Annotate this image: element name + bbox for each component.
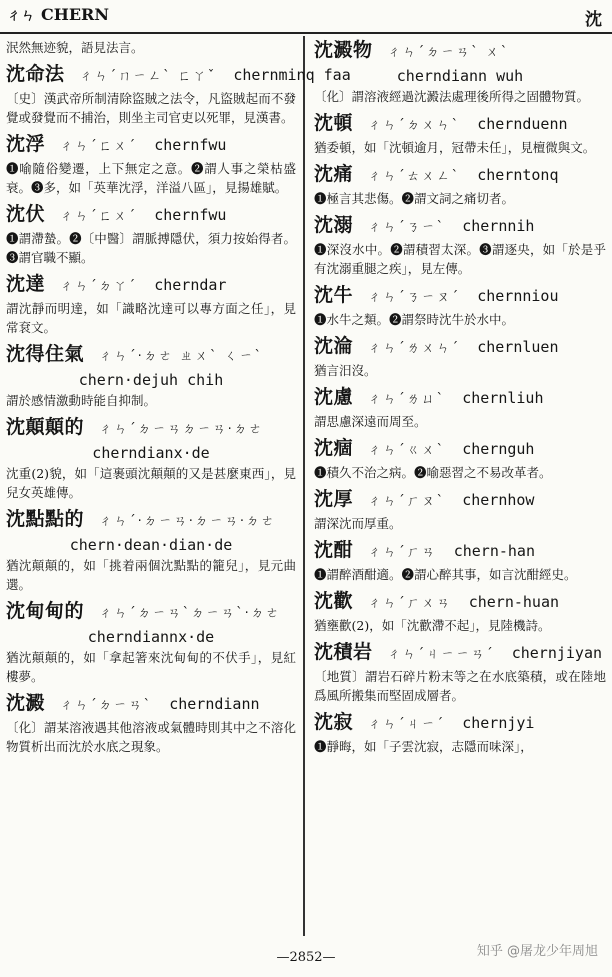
- entry-heading-line: [314, 334, 606, 361]
- entry-zhuyin: ㄔㄣˊㄋㄧˋ: [368, 220, 446, 235]
- entry-definition: 猶壅歡(2)，如「沈歡滯不起」，見陸機詩。: [314, 618, 551, 633]
- entry-headword: 沈顛顛的: [6, 416, 85, 438]
- entry-heading-line: [6, 342, 296, 369]
- dictionary-entry: [6, 599, 296, 686]
- entry-romanization: chernhow: [462, 491, 535, 509]
- entry-zhuyin: ㄔㄣˊㄉㄧㄢˋ ㄨˋ: [387, 45, 510, 60]
- entry-zhuyin: ㄔㄣˊㄉㄚˊ: [60, 279, 138, 294]
- entry-zhuyin: ㄔㄣˊ·ㄉㄜ ㄓㄨˋ ㄑㄧˋ: [99, 349, 264, 364]
- entry-zhuyin: ㄔㄣˊㄇㄧㄥˋ ㄈㄚˇ: [79, 69, 217, 84]
- entry-zhuyin: ㄔㄣˊㄏㄢ: [368, 545, 437, 560]
- entry-romanization: cherndiann: [169, 695, 260, 713]
- continued-definition: 泯然無迹貌，語見法言。: [6, 40, 144, 55]
- entry-romanization: cherndiannx·de: [87, 628, 215, 646]
- page-number: —2852—: [276, 950, 336, 965]
- dictionary-entry: [6, 202, 296, 267]
- entry-headword: 沈淪: [314, 335, 354, 357]
- entry-heading-line: [314, 436, 606, 463]
- entry-headword: 沈浮: [6, 133, 46, 155]
- entry-heading-line: [6, 415, 296, 442]
- entry-headword: 沈溺: [314, 214, 354, 236]
- entry-definition: 猶委頓，如「沈頓逾月，冠帶未任」，見檀微與文。: [314, 140, 596, 155]
- dictionary-entry: [314, 710, 606, 756]
- entry-headword: 沈頓: [314, 112, 354, 134]
- entry-heading-line: [6, 62, 351, 89]
- entry-zhuyin: ㄔㄣˊㄉㄧㄢㄉㄧㄢ·ㄉㄜ: [99, 422, 264, 437]
- entry-definition: 謂沈靜而明達，如「識略沈達可以專方面之任」，見常袞文。: [6, 301, 296, 335]
- entry-definition: ❶喻隨俗變遷，上下無定之意。❷謂人事之榮枯盛衰。❸多，如「英華沈浮，洋溢八區」，見揚雄賦。: [6, 161, 296, 195]
- entry-romanization: chernliuh: [462, 389, 544, 407]
- entry-heading-line: [314, 538, 606, 565]
- entry-definition: 〔化〕謂某溶液遇其他溶液或氣體時則其中之不溶化物質析出而沈於水底之現象。: [6, 720, 296, 754]
- header-guide-char: 沈: [585, 10, 602, 30]
- entry-heading-line: [6, 202, 296, 229]
- entry-heading-line: [6, 507, 296, 534]
- entry-heading-line: [314, 589, 606, 616]
- entry-headword: 沈痛: [314, 163, 354, 185]
- entry-definition: 猶沈顛顛的，如「拿起箸來沈甸甸的不伏手」，見紅樓夢。: [6, 650, 296, 684]
- entry-romanization: chern-han: [453, 542, 535, 560]
- right-entry-list: [314, 38, 606, 756]
- entry-definition: ❶積久不治之病。❷喻惡習之不易改革者。: [314, 465, 552, 480]
- dictionary-entry: [6, 342, 296, 410]
- entry-headword: 沈牛: [314, 284, 354, 306]
- entry-zhuyin: ㄔㄣˊㄊㄨㄥˋ: [368, 169, 461, 184]
- header-section-label: [7, 5, 109, 25]
- entry-definition: 謂思慮深遠而周至。: [314, 414, 427, 429]
- dictionary-entry: [314, 436, 606, 482]
- dictionary-entry: [314, 385, 606, 431]
- entry-romanization-line: [6, 369, 296, 391]
- header-rule: [0, 32, 612, 34]
- entry-headword: 沈寂: [314, 711, 354, 733]
- entry-headword: 沈達: [6, 273, 46, 295]
- entry-headword: 沈慮: [314, 386, 354, 408]
- dictionary-entry: [314, 38, 606, 106]
- entry-heading-line: [314, 111, 606, 138]
- entry-headword: 沈澱物: [314, 39, 373, 61]
- entry-definition: 謂深沈而厚重。: [314, 516, 402, 531]
- entry-zhuyin: ㄔㄣˊㄈㄨˊ: [60, 209, 138, 224]
- entry-definition: ❶深沒水中。❷謂積習太深。❸謂逐央，如「於是乎有沈溺重腿之疾」，見左傳。: [314, 242, 606, 276]
- entry-romanization: chernfwu: [154, 206, 227, 224]
- entry-definition: ❶靜晦，如「子雲沈寂，志隱而味深」，: [314, 739, 533, 754]
- dictionary-entry: [314, 162, 606, 208]
- entry-romanization: chernjyi: [462, 714, 535, 732]
- entry-heading-line: [6, 599, 296, 626]
- dictionary-entry: [314, 334, 606, 380]
- entry-romanization-line: [314, 65, 606, 87]
- entry-heading-line: [6, 691, 296, 718]
- entry-headword: 沈厚: [314, 488, 354, 510]
- dictionary-entry: [314, 640, 606, 705]
- entry-headword: 沈痼: [314, 437, 354, 459]
- entry-romanization: chernduenn: [477, 115, 568, 133]
- entry-zhuyin: ㄔㄣˊㄉㄨㄣˋ: [368, 118, 461, 133]
- entry-heading-line: [314, 283, 606, 310]
- entry-heading-line: [314, 162, 606, 189]
- dictionary-entry: [6, 507, 296, 594]
- entry-romanization: cherndar: [154, 276, 227, 294]
- entry-zhuyin: ㄔㄣˊㄐㄧㄧㄢˊ: [387, 647, 495, 662]
- entry-romanization: chernminq faa: [233, 66, 351, 84]
- entry-definition: 〔化〕謂溶液經過沈澱法處理後所得之固體物質。: [314, 89, 590, 104]
- entry-romanization: chern·dejuh chih: [78, 371, 224, 389]
- dictionary-entry: [6, 415, 296, 502]
- entry-definition: 謂於感情激動時能自抑制。: [6, 393, 157, 408]
- dictionary-entry: [314, 111, 606, 157]
- dictionary-entry: [314, 487, 606, 533]
- dictionary-entry: [314, 589, 606, 635]
- entry-heading-line: [314, 385, 606, 412]
- entry-headword: 沈甸甸的: [6, 600, 85, 622]
- dictionary-entry: [6, 272, 296, 337]
- entry-romanization-line: [6, 534, 296, 556]
- entry-definition: ❶謂滯蟄。❷〔中醫〕謂脈搏隱伏，須力按始得者。❸謂官職不顯。: [6, 231, 296, 265]
- entry-definition: ❶謂醉酒酣適。❷謂心醉其事，如言沈酣經史。: [314, 567, 577, 582]
- entry-heading-line: [314, 213, 606, 240]
- entry-zhuyin: ㄔㄣˊㄏㄨㄢ: [368, 596, 452, 611]
- header-phonetic: ㄔㄣ: [7, 8, 35, 24]
- entry-zhuyin: ㄔㄣˊㄌㄨㄣˊ: [368, 341, 461, 356]
- dictionary-entry: [314, 213, 606, 278]
- entry-zhuyin: ㄔㄣˊㄌㄩˋ: [368, 392, 446, 407]
- entry-heading-line: [6, 132, 296, 159]
- entry-romanization-line: [6, 626, 296, 648]
- entry-romanization: chern·dean·dian·de: [69, 536, 233, 554]
- entry-zhuyin: ㄔㄣˊㄏㄡˋ: [368, 494, 446, 509]
- column-divider: [303, 36, 305, 936]
- entry-heading-line: [314, 487, 606, 514]
- entry-romanization: cherndianx·de: [92, 444, 210, 462]
- entry-headword: 沈得住氣: [6, 343, 85, 365]
- entry-zhuyin: ㄔㄣˊ·ㄉㄧㄢ·ㄉㄧㄢ·ㄉㄜ: [99, 514, 277, 529]
- entry-zhuyin: ㄔㄣˊㄉㄧㄢˋㄉㄧㄢˋ·ㄉㄜ: [99, 606, 281, 621]
- entry-zhuyin: ㄔㄣˊㄋㄧㄡˊ: [368, 290, 461, 305]
- entry-heading-line: [314, 710, 606, 737]
- entry-zhuyin: ㄔㄣˊㄐㄧˊ: [368, 717, 446, 732]
- entry-heading-line: [314, 38, 606, 65]
- entry-headword: 沈積岩: [314, 641, 373, 663]
- entry-heading-line: [314, 640, 606, 667]
- entry-romanization: chernfwu: [154, 136, 227, 154]
- dictionary-entry: [6, 691, 296, 756]
- entry-romanization: cherntonq: [477, 166, 559, 184]
- entry-headword: 沈歡: [314, 590, 354, 612]
- entry-romanization: chernguh: [462, 440, 535, 458]
- page-header: [0, 0, 612, 34]
- entry-romanization: chernjiyan: [511, 644, 603, 662]
- entry-zhuyin: ㄔㄣˊㄉㄧㄢˋ: [60, 698, 153, 713]
- entry-zhuyin: ㄔㄣˊㄍㄨˋ: [368, 443, 446, 458]
- entry-definition: 〔史〕漢武帝所制清除盜賊之法令，凡盜賊起而不發覺或發覺而不捕治，則坐主司官吏以死罪，見漢書。: [6, 91, 296, 125]
- entry-headword: 沈澱: [6, 692, 46, 714]
- entry-romanization-line: [6, 442, 296, 464]
- entry-definition: 沈重(2)貌，如「這裹頭沈顛顛的又是甚麼東西」，見兒女英雄傳。: [6, 466, 296, 500]
- entry-definition: ❶極言其悲傷。❷謂文詞之痛切者。: [314, 191, 515, 206]
- entry-definition: 〔地質〕謂岩石碎片粉末等之在水底築積，或在陸地爲風所搬集而堅固成層者。: [314, 669, 606, 703]
- dictionary-entry: [314, 283, 606, 329]
- dictionary-entry: [6, 132, 296, 197]
- entry-romanization: chern-huan: [468, 593, 560, 611]
- entry-romanization: chernluen: [477, 338, 559, 356]
- entry-headword: 沈命法: [6, 63, 65, 85]
- entry-definition: 猶沈顛顛的，如「挑着兩個沈點點的籠兒」，見元曲選。: [6, 558, 296, 592]
- entry-zhuyin: ㄔㄣˊㄈㄨˊ: [60, 139, 138, 154]
- entry-headword: 沈酣: [314, 539, 354, 561]
- header-title: CHERN: [41, 5, 109, 24]
- entry-romanization: chernniou: [477, 287, 559, 305]
- entry-heading-line: [6, 272, 296, 299]
- entry-headword: 沈點點的: [6, 508, 85, 530]
- watermark: 知乎 @屠龙少年周旭: [476, 944, 598, 959]
- entry-romanization: chernnih: [462, 217, 535, 235]
- dictionary-entry: [314, 538, 606, 584]
- entry-definition: 猶言汨沒。: [314, 363, 377, 378]
- entry-headword: 沈伏: [6, 203, 46, 225]
- entry-definition: ❶水牛之類。❷謂祭時沈牛於水中。: [314, 312, 515, 327]
- right-column: [314, 38, 606, 761]
- entry-romanization: cherndiann wuh: [396, 67, 524, 85]
